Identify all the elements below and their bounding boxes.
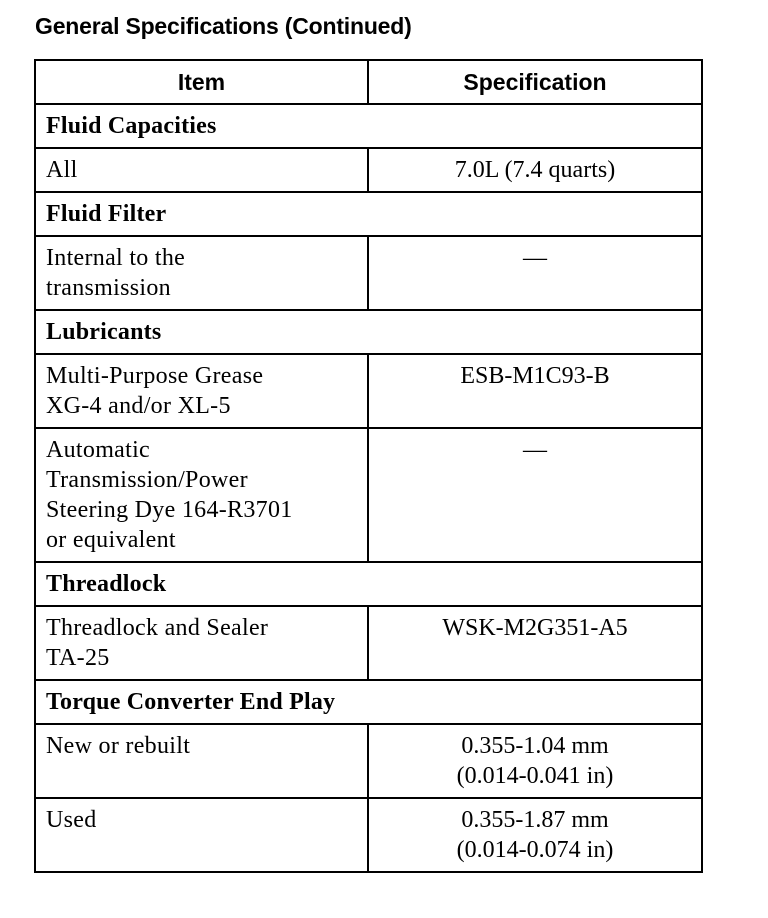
specification-cell: WSK-M2G351-A5 — [368, 606, 702, 680]
specifications-table — [34, 59, 703, 873]
column-header-specification: Specification — [368, 60, 702, 104]
specification-cell: 0.355-1.87 mm (0.014-0.074 in) — [368, 798, 702, 872]
table-row — [35, 606, 702, 680]
section-label: Fluid Capacities — [35, 104, 702, 148]
item-cell: New or rebuilt — [35, 724, 368, 798]
table-row — [35, 354, 702, 428]
section-header-lubricants — [35, 310, 702, 354]
specification-cell: 0.355-1.04 mm (0.014-0.041 in) — [368, 724, 702, 798]
table-row — [35, 236, 702, 310]
item-cell: All — [35, 148, 368, 192]
section-header-threadlock — [35, 562, 702, 606]
page-title: General Specifications (Continued) — [35, 13, 412, 39]
section-header-fluid-capacities — [35, 104, 702, 148]
specification-cell: ESB-M1C93-B — [368, 354, 702, 428]
section-header-torque-converter-end-play — [35, 680, 702, 724]
table-row — [35, 724, 702, 798]
item-cell: Used — [35, 798, 368, 872]
item-cell: Multi-Purpose Grease XG-4 and/or XL-5 — [35, 354, 368, 428]
table-row — [35, 148, 702, 192]
table-row — [35, 798, 702, 872]
table-row — [35, 428, 702, 562]
section-header-fluid-filter — [35, 192, 702, 236]
specification-cell: — — [368, 428, 702, 562]
section-label: Torque Converter End Play — [35, 680, 702, 724]
specification-cell: 7.0L (7.4 quarts) — [368, 148, 702, 192]
item-cell: Internal to the transmission — [35, 236, 368, 310]
item-cell: Automatic Transmission/Power Steering Dye 164-R3701 or equivalent — [35, 428, 368, 562]
section-label: Lubricants — [35, 310, 702, 354]
column-header-item: Item — [35, 60, 368, 104]
section-label: Threadlock — [35, 562, 702, 606]
item-cell: Threadlock and Sealer TA-25 — [35, 606, 368, 680]
section-label: Fluid Filter — [35, 192, 702, 236]
specification-cell: — — [368, 236, 702, 310]
table-header-row — [35, 60, 702, 104]
